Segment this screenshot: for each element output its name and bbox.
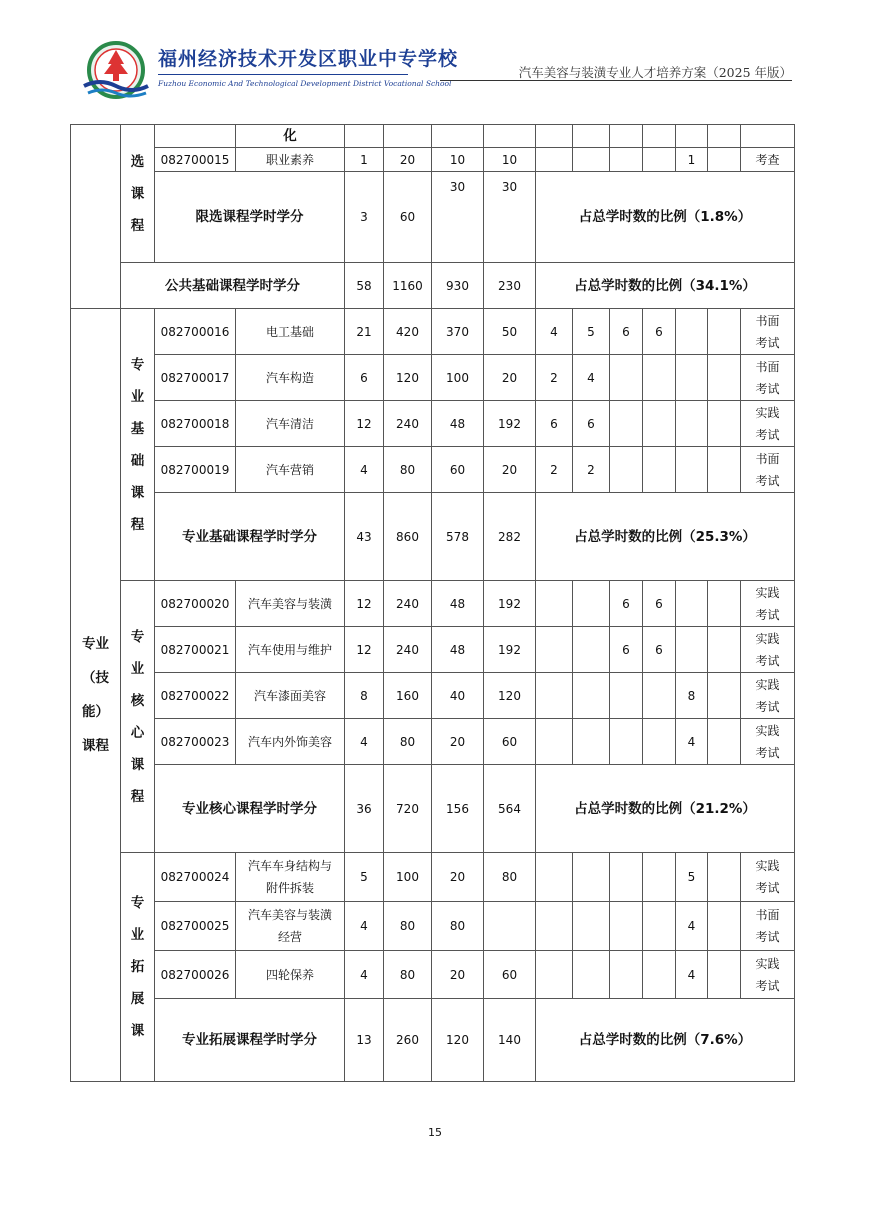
table-cell: 80: [484, 853, 536, 902]
table-cell: 6: [536, 401, 573, 447]
school-name-cn: 福州经济技术开发区职业中专学校: [158, 48, 459, 70]
table-cell: 20: [432, 951, 484, 999]
table-cell: [643, 902, 676, 951]
table-cell: [573, 125, 610, 148]
table-cell: [610, 719, 643, 765]
table-row: [71, 148, 795, 172]
table-cell: [708, 581, 741, 627]
table-cell: 汽车使用与维护: [236, 627, 345, 673]
header-rule: [440, 80, 792, 81]
table-cell: [573, 853, 610, 902]
cell-text: 书面: [755, 359, 780, 374]
cell-text: 选: [130, 153, 145, 170]
table-cell: 082700025: [155, 902, 236, 951]
table-row: [71, 581, 795, 627]
ratio-cell: 占总学时数的比例（34.1%）: [536, 263, 795, 309]
table-cell: [536, 627, 573, 673]
ratio-cell: 占总学时数的比例（1.8%）: [536, 172, 795, 263]
table-cell: 公共基础课程学时学分: [121, 263, 345, 309]
curriculum-table: [70, 124, 795, 1082]
cell-text: 书面: [755, 908, 780, 922]
table-cell: 6: [643, 581, 676, 627]
cell-text: 实践: [755, 859, 780, 873]
table-cell: 限选课程学时学分: [155, 172, 345, 263]
table-cell: 930: [432, 263, 484, 309]
table-cell: 160: [384, 673, 432, 719]
table-cell: [484, 902, 536, 951]
table-cell: 6: [573, 401, 610, 447]
assessment-cell: [741, 719, 795, 765]
table-cell: 1160: [384, 263, 432, 309]
table-cell: [536, 148, 573, 172]
cell-text: 核: [130, 692, 145, 709]
table-cell: 082700016: [155, 309, 236, 355]
cell-text: 实践: [755, 631, 780, 646]
table-cell: [643, 148, 676, 172]
table-cell: 140: [484, 999, 536, 1082]
basic-subcategory-label: [121, 309, 155, 581]
table-cell: 6: [643, 309, 676, 355]
table-row: [71, 125, 795, 148]
table-cell: [610, 853, 643, 902]
table-cell: [573, 581, 610, 627]
table-cell: [676, 355, 708, 401]
table-cell: 43: [345, 493, 384, 581]
table-cell: [536, 902, 573, 951]
table-cell: [676, 447, 708, 493]
table-cell: 6: [345, 355, 384, 401]
table-cell: 60: [432, 447, 484, 493]
cell-text: 专: [130, 895, 145, 911]
cell-text: 程: [130, 217, 145, 234]
table-cell: 564: [484, 765, 536, 853]
table-cell: 230: [484, 263, 536, 309]
table-cell: [676, 309, 708, 355]
subtotal-row: [71, 999, 795, 1082]
table-cell: 20: [432, 853, 484, 902]
table-cell: [610, 125, 643, 148]
cell-text: 经营: [277, 930, 302, 944]
table-cell: [708, 853, 741, 902]
cell-text: 课程: [82, 738, 109, 754]
table-cell: 082700017: [155, 355, 236, 401]
cell-text: 课: [130, 1023, 145, 1039]
table-cell: 4: [345, 951, 384, 999]
table-cell: [536, 719, 573, 765]
table-cell: 260: [384, 999, 432, 1082]
table-cell: 汽车漆面美容: [236, 673, 345, 719]
cell-text: 课: [130, 756, 145, 773]
table-cell: 12: [345, 401, 384, 447]
table-cell: 082700021: [155, 627, 236, 673]
table-cell: [345, 125, 384, 148]
cell-text: 考试: [755, 473, 780, 488]
table-cell: 80: [384, 719, 432, 765]
table-cell: 8: [345, 673, 384, 719]
assessment-cell: [741, 673, 795, 719]
table-cell: 8: [676, 673, 708, 719]
table-cell: [643, 125, 676, 148]
table-cell: [536, 853, 573, 902]
table-cell: 082700024: [155, 853, 236, 902]
table-cell: 汽车营销: [236, 447, 345, 493]
table-cell: 120: [432, 999, 484, 1082]
table-cell: 6: [610, 309, 643, 355]
table-cell: 3: [345, 172, 384, 263]
table-cell: [676, 401, 708, 447]
table-cell: 汽车内外饰美容: [236, 719, 345, 765]
table-cell: [536, 581, 573, 627]
table-cell: 58: [345, 263, 384, 309]
table-cell: 20: [484, 447, 536, 493]
table-cell: [643, 673, 676, 719]
cell-text: 实践: [755, 723, 780, 738]
table-cell: 专业拓展课程学时学分: [155, 999, 345, 1082]
table-cell: 50: [484, 309, 536, 355]
table-cell: 120: [384, 355, 432, 401]
assessment-cell: [741, 581, 795, 627]
extension-subcategory-label: [121, 853, 155, 1082]
cell-text: 考试: [755, 607, 780, 622]
table-cell: [573, 902, 610, 951]
table-cell: [708, 125, 741, 148]
cell-text: 程: [130, 788, 145, 805]
table-cell: 4: [345, 719, 384, 765]
table-row: [71, 627, 795, 673]
table-cell: [536, 125, 573, 148]
cell-text: 业: [130, 927, 145, 943]
table-cell: 专业核心课程学时学分: [155, 765, 345, 853]
table-cell: 2: [573, 447, 610, 493]
table-cell: 6: [643, 627, 676, 673]
table-cell: 12: [345, 627, 384, 673]
table-cell: 156: [432, 765, 484, 853]
table-cell: 5: [345, 853, 384, 902]
table-cell: [643, 401, 676, 447]
table-cell: 40: [432, 673, 484, 719]
table-cell: [676, 581, 708, 627]
table-cell: 120: [484, 673, 536, 719]
page-number: 15: [428, 1126, 442, 1139]
cell-text: 实践: [755, 677, 780, 692]
cell-text: 考试: [755, 881, 780, 895]
document-title: 汽车美容与装潢专业人才培养方案（2025 年版）: [518, 65, 792, 80]
table-cell: [643, 447, 676, 493]
table-cell: 082700018: [155, 401, 236, 447]
table-row: [71, 447, 795, 493]
table-cell: 12: [345, 581, 384, 627]
table-row: [71, 401, 795, 447]
table-cell: 4: [573, 355, 610, 401]
table-cell: [610, 673, 643, 719]
table-cell: 21: [345, 309, 384, 355]
table-cell: 1: [676, 148, 708, 172]
category-cell: [71, 125, 121, 309]
table-cell: [236, 902, 345, 951]
table-cell: [676, 125, 708, 148]
table-cell: [536, 673, 573, 719]
table-cell: 80: [384, 447, 432, 493]
cell-text: 考试: [755, 335, 780, 350]
assessment-cell: [741, 853, 795, 902]
table-cell: 4: [676, 902, 708, 951]
table-row: [71, 719, 795, 765]
table-cell: 100: [384, 853, 432, 902]
table-cell: 80: [384, 951, 432, 999]
table-cell: [708, 627, 741, 673]
table-cell: [708, 148, 741, 172]
assessment-cell: [741, 627, 795, 673]
table-cell: 60: [484, 719, 536, 765]
course-name-cell: 化: [236, 125, 345, 148]
cell-text: 汽车美容与装潢: [247, 908, 332, 922]
cell-text: 程: [130, 516, 145, 533]
cell-text: 拓: [130, 959, 145, 975]
cell-text: 课: [130, 185, 145, 202]
cell-text: 汽车车身结构与: [247, 859, 332, 873]
table-cell: [708, 951, 741, 999]
elective-subcategory-label: [121, 125, 155, 263]
table-cell: 5: [676, 853, 708, 902]
table-cell: [708, 355, 741, 401]
table-cell: [610, 951, 643, 999]
table-cell: [643, 951, 676, 999]
cell-text: 专: [130, 628, 145, 645]
cell-text: 考试: [755, 930, 780, 944]
table-cell: 082700019: [155, 447, 236, 493]
assessment-cell: [741, 309, 795, 355]
cell-text: 实践: [755, 956, 780, 971]
table-cell: 082700023: [155, 719, 236, 765]
cell-text: 础: [130, 452, 145, 469]
school-name-underline: [158, 74, 408, 75]
table-cell: 48: [432, 401, 484, 447]
table-cell: 48: [432, 627, 484, 673]
table-cell: 10: [484, 148, 536, 172]
subtotal-row: [71, 765, 795, 853]
table-cell: 60: [484, 951, 536, 999]
table-cell: [610, 902, 643, 951]
table-row: [71, 309, 795, 355]
cell-text: 专: [130, 356, 145, 373]
cell-text: 能）: [82, 704, 109, 720]
table-cell: 860: [384, 493, 432, 581]
table-cell: 578: [432, 493, 484, 581]
subtotal-row: [71, 493, 795, 581]
table-cell: 80: [432, 902, 484, 951]
ratio-cell: 占总学时数的比例（25.3%）: [536, 493, 795, 581]
table-cell: [610, 401, 643, 447]
table-cell: [610, 447, 643, 493]
table-cell: 370: [432, 309, 484, 355]
table-cell: [384, 125, 432, 148]
table-cell: 汽车清洁: [236, 401, 345, 447]
table-cell: [643, 355, 676, 401]
table-cell: 082700026: [155, 951, 236, 999]
table-cell: 6: [610, 581, 643, 627]
table-row: [71, 355, 795, 401]
course-code: 082700015: [155, 148, 236, 172]
table-cell: [610, 355, 643, 401]
table-cell: 4: [676, 951, 708, 999]
subtotal-row: [71, 172, 795, 263]
assessment-cell: [741, 902, 795, 951]
table-cell: [643, 853, 676, 902]
table-cell: 6: [610, 627, 643, 673]
cell-text: 课: [130, 484, 145, 501]
table-cell: [573, 951, 610, 999]
table-cell: [236, 853, 345, 902]
table-cell: 48: [432, 581, 484, 627]
table-cell: [708, 673, 741, 719]
assessment-cell: [741, 401, 795, 447]
assessment-cell: [741, 355, 795, 401]
cell-text: 专业: [82, 636, 109, 652]
cell-text: 实践: [755, 585, 780, 600]
table-cell: [643, 719, 676, 765]
cell-text: 基: [130, 420, 145, 437]
table-cell: 四轮保养: [236, 951, 345, 999]
table-cell: [708, 401, 741, 447]
table-cell: 4: [345, 902, 384, 951]
table-cell: [573, 627, 610, 673]
table-cell: 100: [432, 355, 484, 401]
table-cell: [484, 125, 536, 148]
table-cell: 4: [345, 447, 384, 493]
table-cell: 电工基础: [236, 309, 345, 355]
assessment-cell: 考查: [741, 148, 795, 172]
cell-text: 附件拆装: [265, 881, 314, 895]
table-cell: 13: [345, 999, 384, 1082]
table-cell: 282: [484, 493, 536, 581]
table-row: [71, 951, 795, 999]
table-cell: 20: [384, 148, 432, 172]
table-cell: 30: [432, 172, 484, 263]
table-cell: [536, 951, 573, 999]
table-cell: 192: [484, 401, 536, 447]
table-cell: 20: [432, 719, 484, 765]
table-cell: [573, 719, 610, 765]
table-cell: 240: [384, 627, 432, 673]
cell-text: 考试: [755, 978, 780, 993]
ratio-cell: 占总学时数的比例（21.2%）: [536, 765, 795, 853]
table-cell: 2: [536, 355, 573, 401]
table-cell: [432, 125, 484, 148]
ratio-cell: 占总学时数的比例（7.6%）: [536, 999, 795, 1082]
table-cell: 汽车构造: [236, 355, 345, 401]
table-cell: [610, 148, 643, 172]
table-cell: 082700022: [155, 673, 236, 719]
table-row: [71, 673, 795, 719]
table-cell: 4: [536, 309, 573, 355]
cell-text: 考试: [755, 653, 780, 668]
cell-text: （技: [82, 670, 109, 686]
table-cell: 汽车美容与装潢: [236, 581, 345, 627]
table-cell: [708, 719, 741, 765]
table-cell: 192: [484, 581, 536, 627]
cell-text: 实践: [755, 405, 780, 420]
total-row: [71, 263, 795, 309]
table-cell: 192: [484, 627, 536, 673]
cell-text: 书面: [755, 313, 780, 328]
table-cell: [708, 309, 741, 355]
table-cell: 420: [384, 309, 432, 355]
cell-text: 考试: [755, 699, 780, 714]
table-cell: 30: [484, 172, 536, 263]
core-subcategory-label: [121, 581, 155, 853]
table-cell: 10: [432, 148, 484, 172]
table-row: [71, 853, 795, 902]
table-cell: 240: [384, 581, 432, 627]
table-cell: 80: [384, 902, 432, 951]
table-cell: 专业基础课程学时学分: [155, 493, 345, 581]
cell-text: 考试: [755, 745, 780, 760]
school-logo: [80, 40, 152, 102]
table-cell: 082700020: [155, 581, 236, 627]
course-name: 职业素养: [236, 148, 345, 172]
table-cell: 720: [384, 765, 432, 853]
table-cell: [573, 148, 610, 172]
cell-text: 书面: [755, 451, 780, 466]
table-cell: [573, 673, 610, 719]
cell-text: 考试: [755, 427, 780, 442]
school-name-en: Fuzhou Economic And Technological Development District Vocational School: [158, 79, 452, 88]
table-cell: [708, 447, 741, 493]
assessment-cell: [741, 447, 795, 493]
table-cell: [708, 902, 741, 951]
assessment-cell: [741, 951, 795, 999]
table-cell: 5: [573, 309, 610, 355]
table-cell: 240: [384, 401, 432, 447]
table-cell: 36: [345, 765, 384, 853]
table-cell: [741, 125, 795, 148]
table-row: [71, 902, 795, 951]
table-cell: 1: [345, 148, 384, 172]
table-cell: [676, 627, 708, 673]
professional-category-label: [71, 309, 121, 1082]
table-cell: 2: [536, 447, 573, 493]
table-cell: [155, 125, 236, 148]
cell-text: 展: [130, 991, 145, 1007]
table-cell: 60: [384, 172, 432, 263]
cell-text: 心: [130, 724, 145, 741]
cell-text: 业: [130, 660, 145, 677]
table-cell: 20: [484, 355, 536, 401]
table-cell: 4: [676, 719, 708, 765]
cell-text: 考试: [755, 381, 780, 396]
cell-text: 业: [130, 388, 145, 405]
